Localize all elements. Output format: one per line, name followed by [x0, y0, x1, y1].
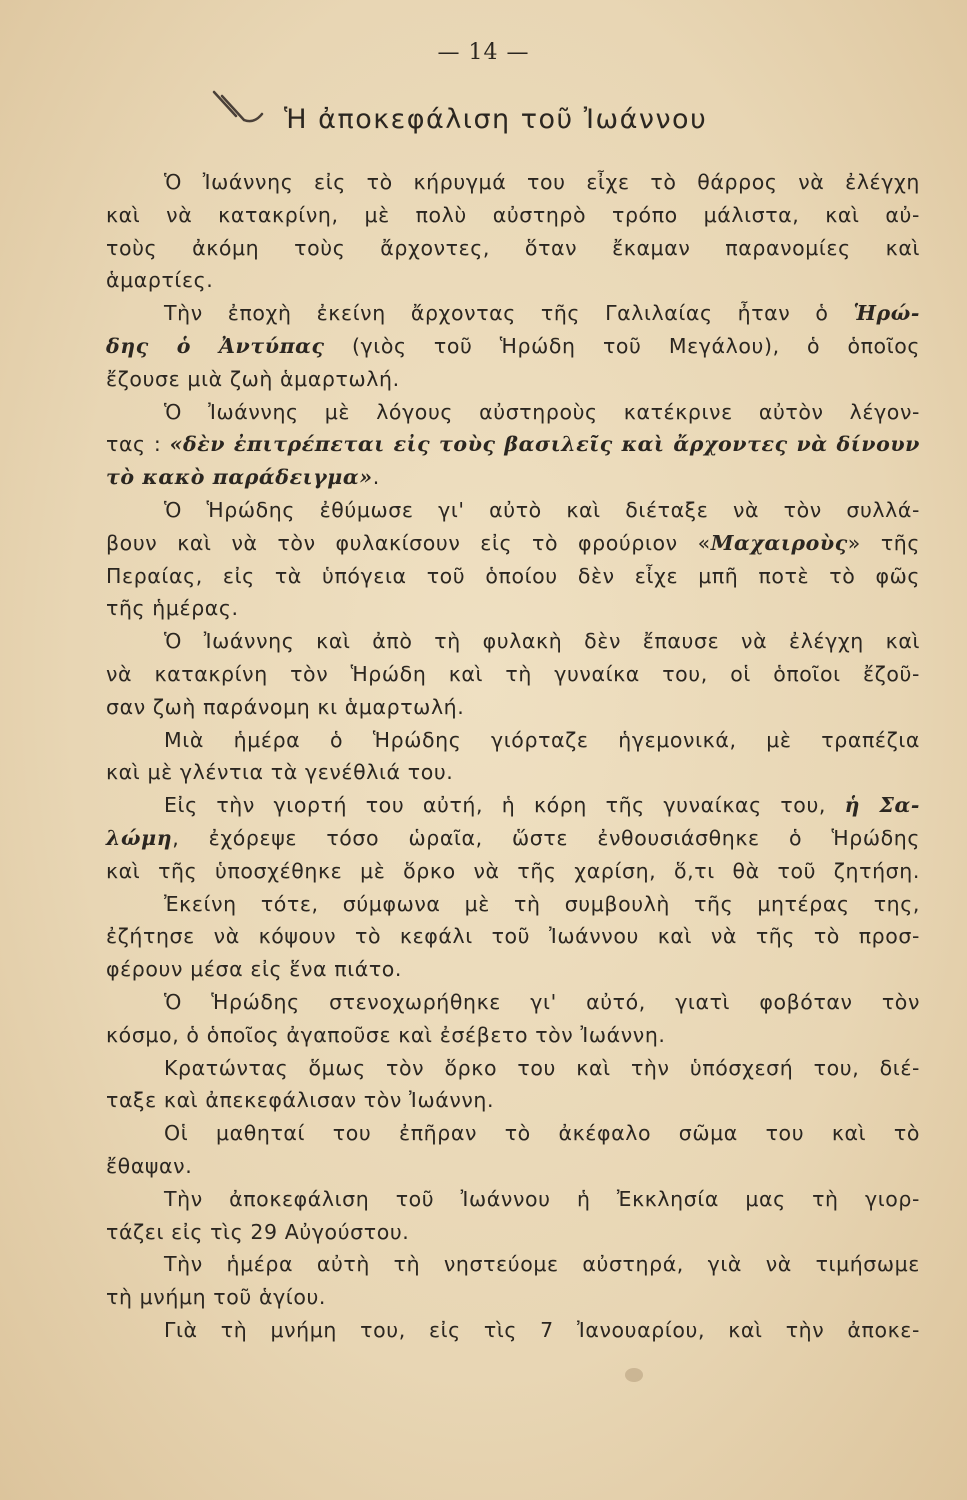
- text-line: [100, 330, 920, 363]
- line-text: , ἐχόρεψε τόσο ὡραῖα, ὥστε ἐνθουσιάσθηκε ὁ Ἡρώδης: [172, 825, 920, 850]
- text-line: [100, 166, 920, 199]
- line-text: ἔζουσε μιὰ ζωὴ ἁμαρτωλή.: [106, 366, 400, 391]
- text-line: [100, 264, 920, 297]
- chapter-title: Ἡ ἀποκεφάλιση τοῦ Ἰωάννου: [284, 104, 708, 135]
- emphasized-text: Μαχαιροὺς: [710, 530, 848, 555]
- line-text: ἐζήτησε νὰ κόψουν τὸ κεφάλι τοῦ Ἰωάννου καὶ νὰ τῆς τὸ προσ-: [106, 924, 920, 949]
- text-line: [100, 625, 920, 658]
- text-line: [100, 1019, 920, 1052]
- ink-smudge: [625, 1368, 643, 1382]
- line-text: σαν ζωὴ παράνομη κι ἁμαρτωλή.: [106, 694, 465, 719]
- line-text: Τὴν ἡμέρα αὐτὴ τὴ νηστεύομε αὐστηρά, γιὰ νὰ τιμήσωμε: [164, 1252, 920, 1277]
- line-text: ἁμαρτίες.: [106, 268, 214, 293]
- text-line: [100, 363, 920, 396]
- emphasized-text: λώμη: [106, 825, 173, 850]
- text-line: [100, 527, 920, 560]
- line-text: Γιὰ τὴ μνήμη του, εἰς τὶς 7 Ἰανουαρίου, καὶ τὴν ἀποκε-: [164, 1317, 920, 1342]
- text-line: [100, 199, 920, 232]
- emphasized-text: δης ὁ Ἀντύπας: [106, 333, 325, 358]
- line-text: ταξε καὶ ἀπεκεφάλισαν τὸν Ἰωάννη.: [106, 1088, 495, 1113]
- line-text: φέρουν μέσα εἰς ἕνα πιάτο.: [106, 957, 403, 982]
- text-line: [100, 986, 920, 1019]
- pencil-mark-icon: [210, 86, 272, 126]
- line-text: Ὁ Ἰωάννης εἰς τὸ κήρυγμά του εἶχε τὸ θάρρος νὰ ἐλέγχη: [164, 170, 920, 194]
- line-text: Περαίας, εἰς τὰ ὑπόγεια τοῦ ὁποίου δὲν εἶχε μπῆ ποτὲ τὸ φῶς: [106, 563, 920, 588]
- line-text: Ὁ Ἡρώδης στενοχωρήθηκε γι' αὐτό, γιατὶ φοβόταν τὸν: [164, 989, 920, 1014]
- line-text: » τῆς: [847, 530, 920, 555]
- line-text: βουν καὶ νὰ τὸν φυλακίσουν εἰς τὸ φρούριον «: [106, 530, 711, 555]
- line-text: Ἐκείνη τότε, σύμφωνα μὲ τὴ συμβουλὴ τῆς μητέρας της,: [164, 891, 920, 916]
- line-text: τὴ μνήμη τοῦ ἁγίου.: [106, 1285, 327, 1310]
- page-number: — 14 —: [437, 40, 530, 65]
- emphasized-text: ἡ Σα-: [844, 793, 920, 818]
- line-text: Κρατώντας ὅμως τὸν ὅρκο του καὶ τὴν ὑπόσχεσή του, διέ-: [164, 1055, 920, 1080]
- text-line: [100, 658, 920, 691]
- line-text: κόσμο, ὁ ὁποῖος ἀγαποῦσε καὶ ἐσέβετο τὸν Ἰωάννη.: [106, 1022, 666, 1047]
- text-line: [100, 396, 920, 429]
- line-text: καὶ νὰ κατακρίνη, μὲ πολὺ αὐστηρὸ τρόπο μάλιστα, καὶ αὐ-: [106, 202, 920, 227]
- text-line: [100, 428, 920, 461]
- text-line: [100, 789, 920, 822]
- line-text: ἔθαψαν.: [106, 1153, 193, 1178]
- text-line: [100, 953, 920, 986]
- text-line: [100, 888, 920, 921]
- line-text: καὶ μὲ γλέντια τὰ γενέθλιά του.: [106, 760, 454, 785]
- line-text: τάζει εἰς τὶς 29 Αὐγούστου.: [106, 1219, 410, 1244]
- text-line: [100, 1281, 920, 1314]
- text-line: [100, 1216, 920, 1249]
- text-line: [100, 1314, 920, 1347]
- line-text: Ὁ Ἰωάννης μὲ λόγους αὐστηροὺς κατέκρινε αὐτὸν λέγον-: [164, 399, 920, 424]
- line-text: τῆς ἡμέρας.: [106, 596, 239, 621]
- text-line: [100, 855, 920, 888]
- text-line: [100, 461, 920, 494]
- text-line: [100, 822, 920, 855]
- text-line: [100, 1084, 920, 1117]
- text-line: [100, 297, 920, 330]
- line-text: τας :: [106, 432, 170, 457]
- line-text: Μιὰ ἡμέρα ὁ Ἡρώδης γιόρταζε ἡγεμονικά, μὲ τραπέζια: [164, 727, 920, 752]
- text-line: [100, 1117, 920, 1150]
- line-text: Ὁ Ἡρώδης ἐθύμωσε γι' αὐτὸ καὶ διέταξε νὰ τὸν συλλά-: [164, 497, 920, 522]
- line-text: Τὴν ἐποχὴ ἐκείνη ἄρχοντας τῆς Γαλιλαίας ἦταν ὁ: [164, 301, 854, 326]
- line-text: (γιὸς τοῦ Ἡρώδη τοῦ Μεγάλου), ὁ ὁποῖος: [324, 333, 920, 358]
- text-line: [100, 494, 920, 527]
- text-line: [100, 724, 920, 757]
- text-line: [100, 232, 920, 265]
- emphasized-text: «δὲν ἐπιτρέπεται εἰς τοὺς βασιλεῖς καὶ ἄρχοντες νὰ δίνουν: [169, 432, 920, 457]
- text-line: [100, 592, 920, 625]
- line-text: .: [372, 465, 380, 490]
- text-line: [100, 1052, 920, 1085]
- emphasized-text: Ἡρώ-: [853, 301, 920, 326]
- emphasized-text: τὸ κακὸ παράδειγμα»: [106, 465, 373, 490]
- text-line: [100, 1248, 920, 1281]
- line-text: καὶ τῆς ὑποσχέθηκε μὲ ὅρκο νὰ τῆς χαρίση, ὅ,τι θὰ τοῦ ζητήση.: [106, 858, 920, 883]
- line-text: νὰ κατακρίνη τὸν Ἡρώδη καὶ τὴ γυναίκα του, οἱ ὁποῖοι ἔζοῦ-: [106, 661, 920, 686]
- body-text: [100, 166, 920, 1347]
- line-text: Οἱ μαθηταί του ἐπῆραν τὸ ἀκέφαλο σῶμα του καὶ τὸ: [164, 1121, 920, 1146]
- text-line: [100, 1183, 920, 1216]
- line-text: τοὺς ἀκόμη τοὺς ἄρχοντες, ὅταν ἔκαμαν παρανομίες καὶ: [106, 235, 920, 260]
- text-line: [100, 756, 920, 789]
- line-text: Εἰς τὴν γιορτή του αὐτή, ἡ κόρη τῆς γυναίκας του,: [164, 793, 845, 818]
- line-text: Ὁ Ἰωάννης καὶ ἀπὸ τὴ φυλακὴ δὲν ἔπαυσε νὰ ἐλέγχη καὶ: [164, 629, 920, 654]
- text-line: [100, 1150, 920, 1183]
- text-line: [100, 560, 920, 593]
- text-line: [100, 920, 920, 953]
- line-text: Τὴν ἀποκεφάλιση τοῦ Ἰωάννου ἡ Ἐκκλησία μας τὴ γιορ-: [164, 1186, 920, 1211]
- text-line: [100, 691, 920, 724]
